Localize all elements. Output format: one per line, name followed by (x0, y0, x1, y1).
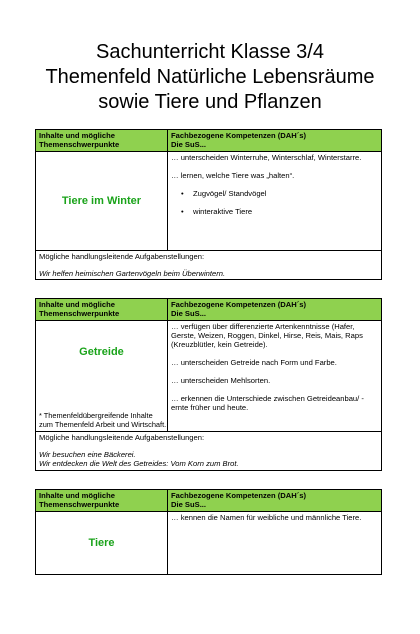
task-item: Wir helfen heimischen Gartenvögeln beim Überwintern. (39, 269, 226, 278)
right-header-subtitle: Die SuS... (171, 140, 207, 149)
bullet-item (181, 189, 378, 198)
competence-item: … verfügen über differenzierte Artenkenntnisse (Hafer, Gerste, Weizen, Roggen, Dinkel, Hirse, Reis, Mais, Raps (Kreuzblütler, kein Getreide). (171, 322, 363, 349)
section-table-tiere (35, 489, 382, 575)
left-header: Inhalte und mögliche Themenschwerpunkte (36, 490, 168, 512)
topic-title: Tiere im Winter (61, 194, 142, 207)
section-table-getreide (35, 298, 382, 471)
tasks-cell (36, 251, 382, 280)
competence-item: … kennen die Namen für weibliche und männliche Tiere. (171, 513, 362, 522)
title-line-3: sowie Tiere und Pflanzen (98, 91, 322, 113)
right-header (168, 490, 382, 512)
section-table-tiere-im-winter (35, 129, 382, 280)
cross-topic-note: * Themenfeldübergreifende Inhalte zum Themenfeld Arbeit und Wirtschaft. (39, 411, 167, 429)
topic-cell (36, 152, 168, 251)
right-header (168, 299, 382, 321)
task-item: Wir besuchen eine Bäckerei. (39, 450, 136, 459)
competences-cell (168, 512, 382, 575)
bullet-icon: • (181, 189, 184, 198)
topic-cell (36, 512, 168, 575)
bullet-icon: • (181, 207, 184, 216)
page-title (0, 40, 420, 115)
right-header (168, 130, 382, 152)
bullet-item (181, 207, 378, 216)
right-header-subtitle: Die SuS... (171, 500, 207, 509)
tasks-label: Mögliche handlungsleitende Aufgabenstellungen: (39, 433, 205, 442)
bullet-text: winteraktive Tiere (193, 207, 253, 216)
competence-item: … unterscheiden Mehlsorten. (171, 376, 271, 385)
bullet-text: Zugvögel/ Standvögel (193, 189, 267, 198)
competence-item: … erkennen die Unterschiede zwischen Getreideanbau/ - ernte früher und heute. (171, 394, 364, 412)
topic-cell (36, 321, 168, 432)
tasks-cell (36, 432, 382, 471)
left-header: Inhalte und mögliche Themenschwerpunkte (36, 299, 168, 321)
title-line-1: Sachunterricht Klasse 3/4 (96, 41, 324, 63)
competences-cell (168, 321, 382, 432)
right-header-title: Fachbezogene Kompetenzen (DAH´s) (171, 131, 307, 140)
right-header-title: Fachbezogene Kompetenzen (DAH´s) (171, 491, 307, 500)
title-line-2: Themenfeld Natürliche Lebensräume (45, 66, 375, 88)
right-header-subtitle: Die SuS... (171, 309, 207, 318)
competences-cell (168, 152, 382, 251)
competence-item: … lernen, welche Tiere was „halten“. (171, 171, 295, 180)
competence-item: … unterscheiden Getreide nach Form und Farbe. (171, 358, 337, 367)
task-item: Wir entdecken die Welt des Getreides: Vom Korn zum Brot. (39, 459, 239, 468)
topic-title: Tiere (88, 536, 115, 549)
topic-title: Getreide (79, 346, 124, 358)
tasks-label: Mögliche handlungsleitende Aufgabenstellungen: (39, 252, 205, 261)
left-header: Inhalte und mögliche Themenschwerpunkte (36, 130, 168, 152)
right-header-title: Fachbezogene Kompetenzen (DAH´s) (171, 300, 307, 309)
competence-item: … unterscheiden Winterruhe, Winterschlaf, Winterstarre. (171, 153, 362, 162)
